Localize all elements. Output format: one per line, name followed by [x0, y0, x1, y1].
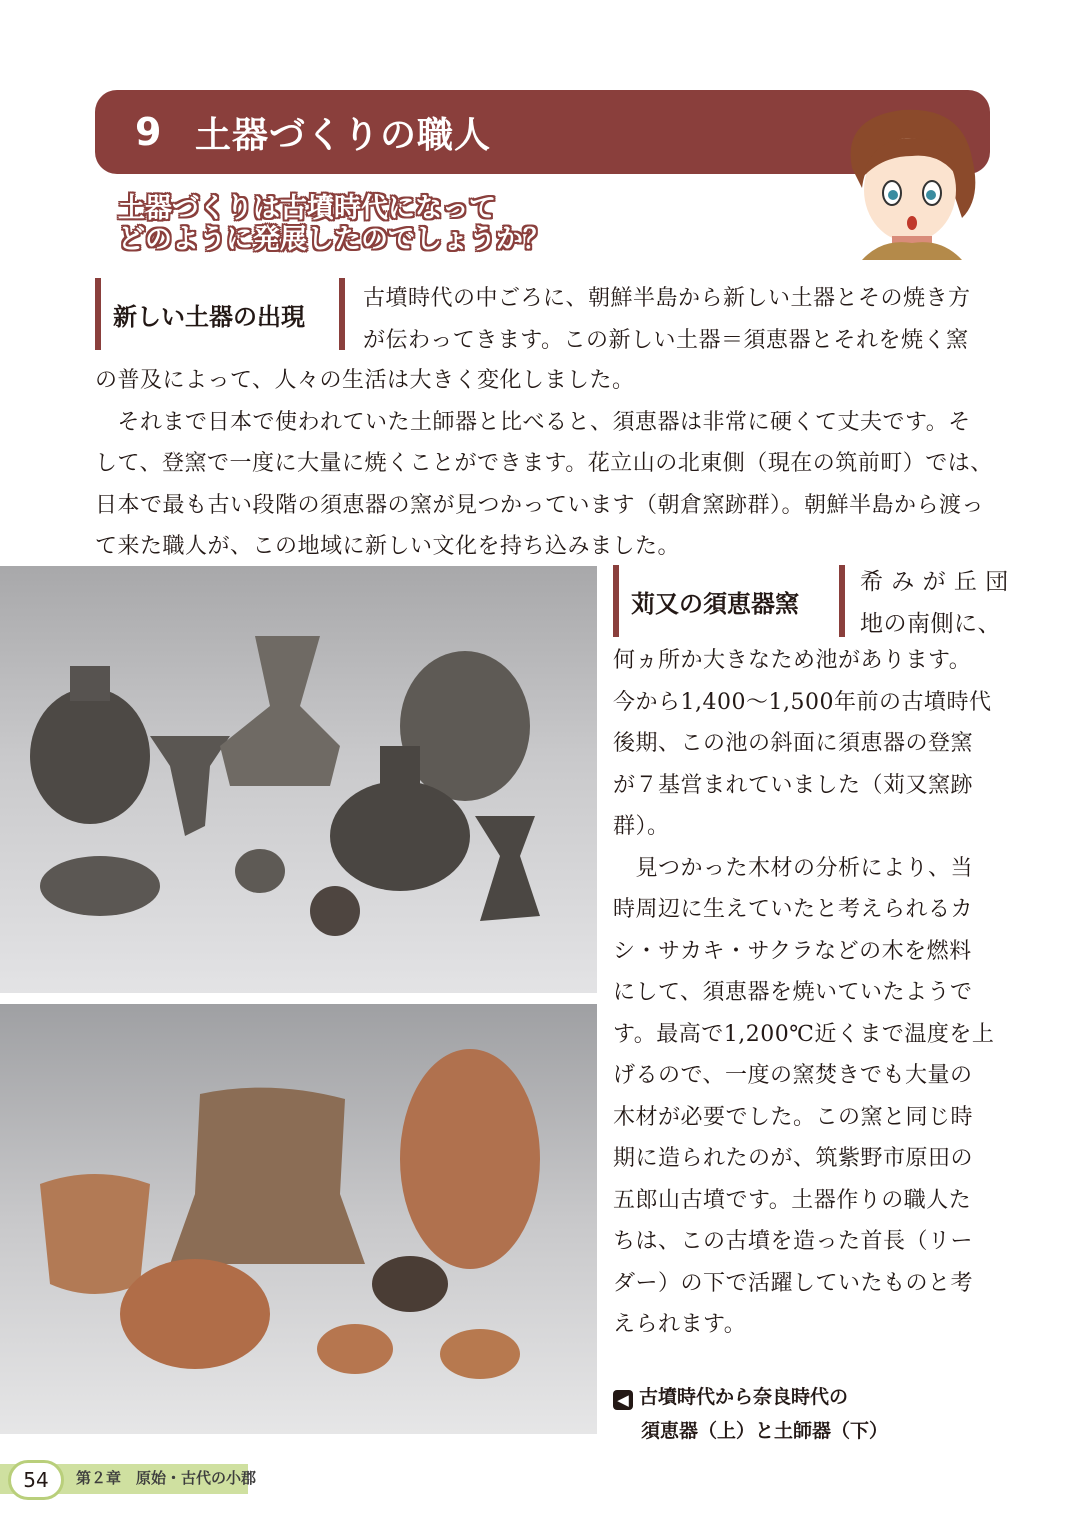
chapter-label: 第２章 原始・古代の小郡: [76, 1469, 257, 1487]
text-line: 期に造られたのが、筑紫野市原田の: [613, 1146, 974, 1171]
text-line: が伝わってきます。この新しい土器＝須恵器とそれを焼く窯: [363, 327, 969, 353]
text-line: 何ヵ所か大きなため池があります。: [613, 648, 972, 673]
section1-body: [95, 360, 995, 568]
text-line: 希 み が 丘 団: [860, 569, 1009, 595]
text-line: 後期、この池の斜面に須恵器の登窯: [613, 731, 974, 756]
text-line: ちは、この古墳を造った首長（リー: [613, 1229, 974, 1254]
text-line: ダー）の下で活躍していたものと考: [613, 1270, 974, 1296]
caption-line: 古墳時代から奈良時代の: [639, 1386, 849, 1408]
arrow-left-icon: ◀: [613, 1390, 633, 1410]
text-line: えられます。: [613, 1312, 747, 1337]
text-line: て来た職人が、この地域に新しい文化を持ち込みました。: [95, 534, 681, 559]
page-title: 土器づくりの職人: [195, 114, 492, 156]
photo-caption: [613, 1380, 888, 1448]
section2-body: [613, 640, 998, 1346]
text-line: の普及によって、人々の生活は大きく変化しました。: [95, 368, 635, 393]
text-line: 地の南側に、: [860, 610, 1001, 637]
text-line: す。最高で1,200℃近くまで温度を上: [613, 1021, 995, 1047]
caption-line: 須恵器（上）と土師器（下）: [641, 1420, 889, 1442]
character-illustration: [822, 98, 987, 260]
page-number: 54: [8, 1460, 64, 1500]
text-line: 五郎山古墳です。土器作りの職人た: [613, 1187, 972, 1213]
text-line: 時周辺に生えていたと考えられるカ: [613, 897, 974, 922]
haji-ware-photo: [0, 1004, 597, 1434]
text-line: それまで日本で使われていた土師器と比べると、須恵器は非常に硬くて丈夫です。そ: [95, 409, 971, 435]
text-line: 木材が必要でした。この窯と同じ時: [613, 1104, 974, 1130]
lead-question: [118, 193, 550, 255]
text-line: して、登窯で一度に大量に焼くことができます。花立山の北東側（現在の筑前町）では、: [95, 451, 993, 476]
text-line: 群）。: [613, 814, 670, 839]
section2-intro: [860, 562, 1009, 645]
text-line: 古墳時代の中ごろに、朝鮮半島から新しい土器とその焼き方: [363, 286, 971, 311]
text-line: シ・サカキ・サクラなどの木を燃料: [613, 938, 972, 964]
text-line: 今から1,400〜1,500年前の古墳時代: [613, 689, 992, 715]
section-number: 9: [135, 110, 162, 154]
text-line: 見つかった木材の分析により、当: [613, 855, 974, 881]
text-line: げるので、一度の窯焚きでも大量の: [613, 1063, 973, 1088]
sue-ware-photo: [0, 566, 597, 993]
section-heading: 新しい土器の出現: [95, 278, 345, 350]
text-line: にして、須恵器を焼いていたようで: [613, 980, 973, 1005]
question-line: どのように発展したのでしょうか？: [118, 224, 550, 255]
text-line: が７基営まれていました（苅又窯跡: [613, 772, 974, 798]
section-heading: 苅又の須恵器窯: [613, 565, 845, 637]
text-line: 日本で最も古い段階の須恵器の窯が見つかっています（朝倉窯跡群）。朝鮮半島から渡っ: [95, 492, 985, 518]
question-line: 土器づくりは古墳時代になって: [118, 193, 496, 224]
section1-intro: [363, 278, 993, 361]
